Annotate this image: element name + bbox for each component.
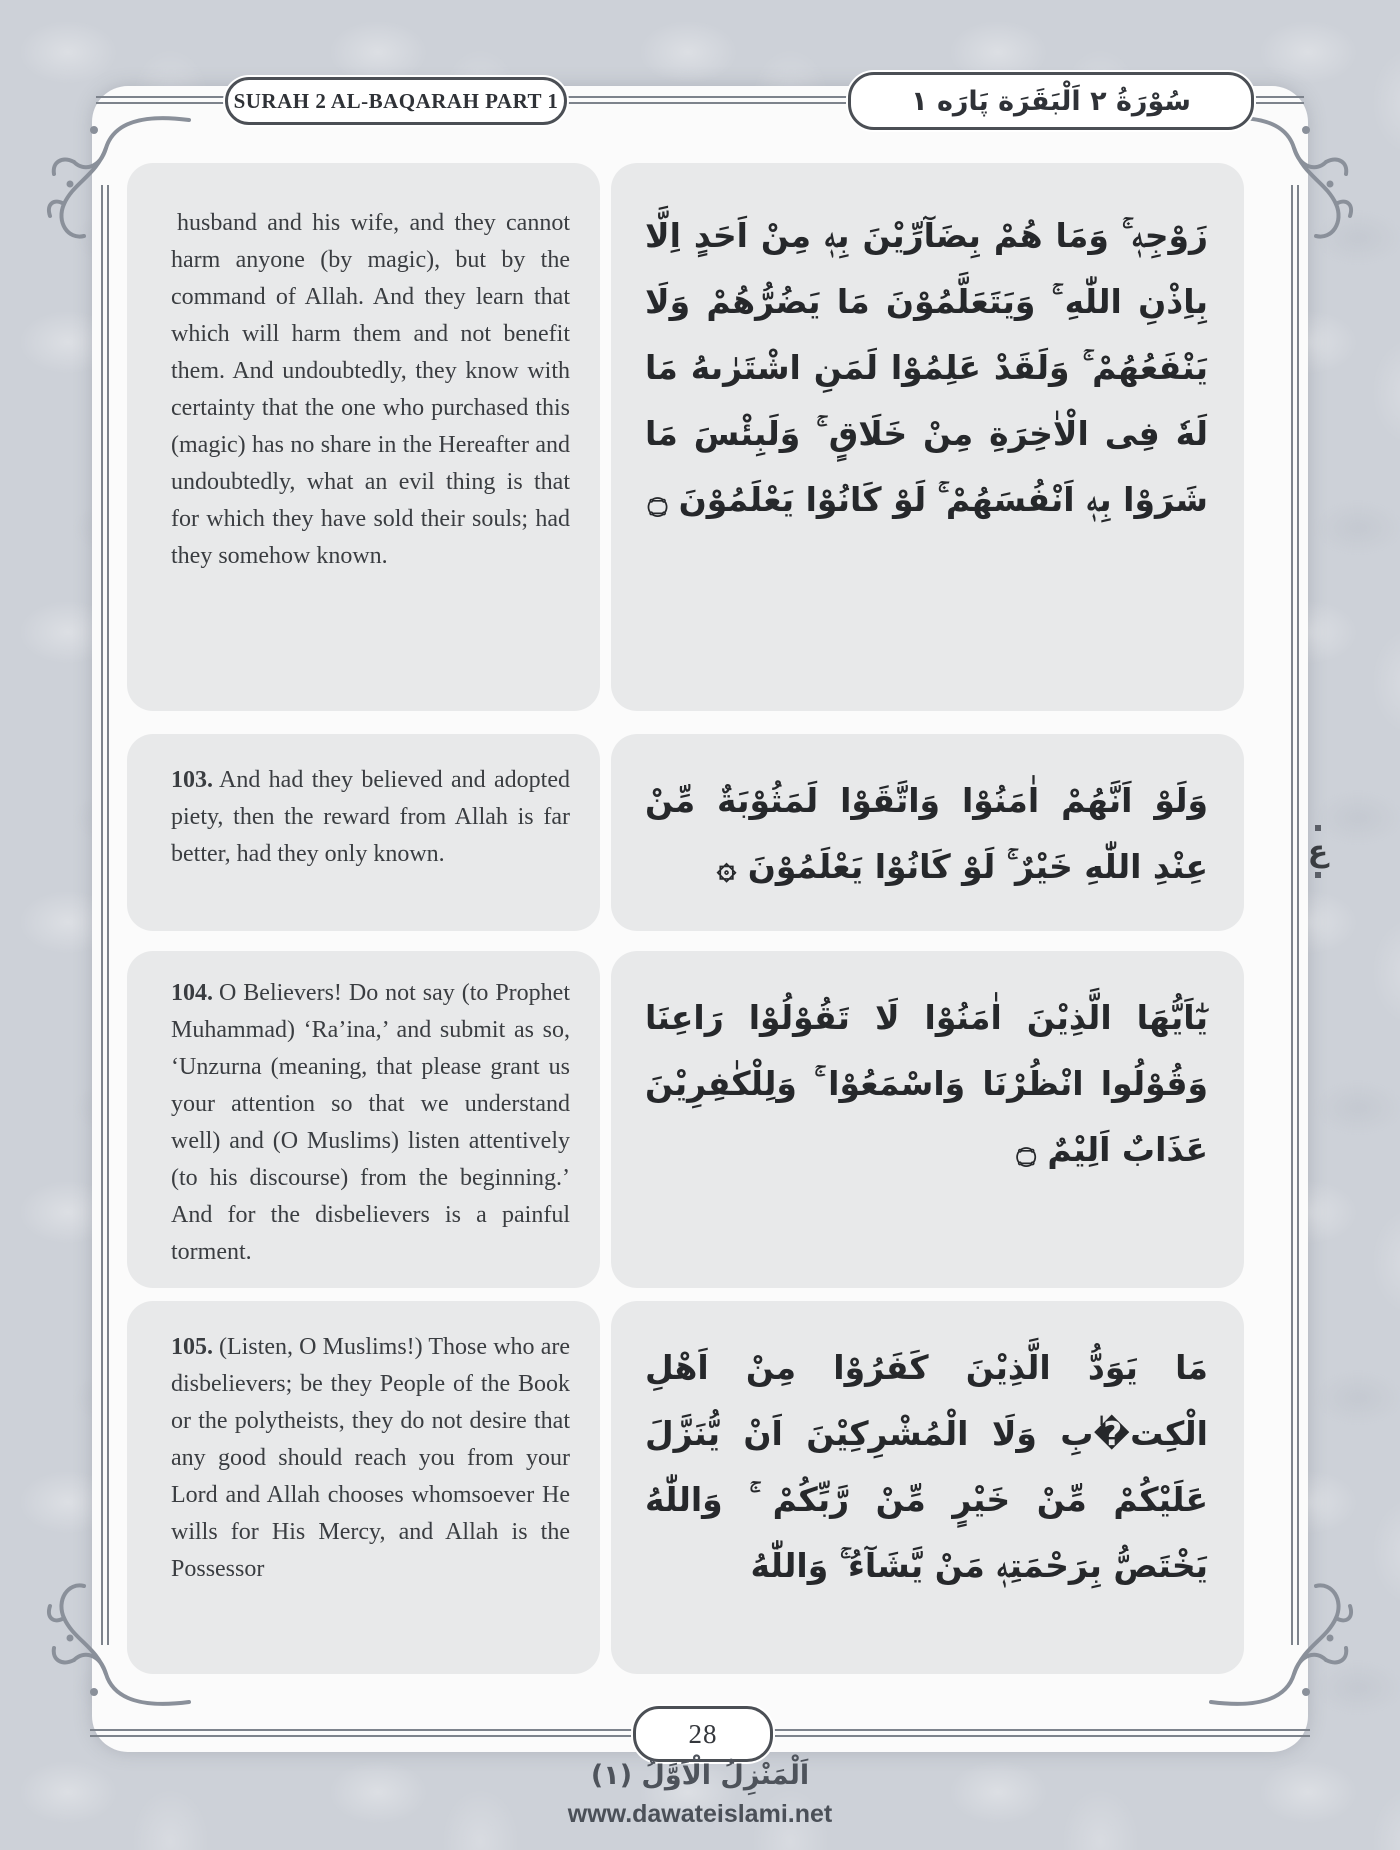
- surah-title-english: SURAH 2 AL-BAQARAH PART 1: [233, 88, 559, 113]
- frame-border-left: [101, 185, 109, 1645]
- arabic-verse-text: مَا يَوَدُّ الَّذِيْنَ كَفَرُوْا مِنْ اَهْلِ الْكِت�ٰبِ وَلَا الْمُشْرِكِيْنَ اَنْ يُّنَزَّلَ عَلَيْكُمْ مِّنْ خَيْرٍ مِّنْ رَّبِّكُمْ ۚ وَاللّٰهُ يَخْتَصُّ بِرَحْمَتِهٖ مَنْ يَّشَآءُ ۚ وَاللّٰهُ: [645, 1348, 1208, 1585]
- translation-text: husband and his wife, and they cannot harm anyone (by magic), but by the command of Allah. And they learn that which will harm them and not benefit them. And undoubtedly, they know with certainty that the one who purchased this (magic) has no share in the Hereafter and undoubtedly, what an evil thing is that for which they have sold their souls; had they somehow known.: [171, 210, 570, 569]
- english-translation-block: [127, 734, 600, 931]
- surah-title-arabic: سُوْرَةُ ٢ اَلْبَقَرَة پَارَه ١: [911, 85, 1191, 117]
- arabic-verse-block: [611, 734, 1244, 931]
- english-translation-block: [127, 1301, 600, 1674]
- translation-text: (Listen, O Muslims!) Those who are disbelievers; be they People of the Book or the polytheists, they do not desire that any good should reach you from your Lord and Allah chooses whomsoever He wills for His Mercy, and Allah is the Possessor: [171, 1334, 570, 1582]
- manzil-label: اَلْمَنْزِلُ الْاَوَّلُ (١): [590, 1760, 810, 1791]
- arabic-verse-block: [611, 1301, 1244, 1674]
- arabic-verse-block: [611, 951, 1244, 1288]
- translation-text: And had they believed and adopted piety, then the reward from Allah is far better, had they only known.: [171, 767, 570, 867]
- english-translation-block: [127, 951, 600, 1288]
- arabic-verse-text: وَلَوْ اَنَّهُمْ اٰمَنُوْا وَاتَّقَوْا لَمَثُوْبَةٌ مِّنْ عِنْدِ اللّٰهِ خَيْرٌ ۚ لَوْ كَانُوْا يَعْلَمُوْنَ ۞: [645, 781, 1208, 886]
- frame-border-right: [1291, 185, 1299, 1645]
- ruku-marker: ع: [1296, 822, 1340, 881]
- surah-title-badge-english: [225, 77, 567, 125]
- verse-number: 103.: [171, 767, 213, 793]
- arabic-verse-block: [611, 163, 1244, 711]
- english-translation-block: [127, 163, 600, 711]
- arabic-verse-text: يٰٓاَيُّهَا الَّذِيْنَ اٰمَنُوْا لَا تَقُوْلُوْا رَاعِنَا وَقُوْلُوا انْظُرْنَا وَاسْمَعُوْا ۚ وَلِلْكٰفِرِيْنَ عَذَابٌ اَلِيْمٌ ۝: [645, 998, 1208, 1169]
- verse-number: 104.: [171, 980, 213, 1006]
- verse-number: 105.: [171, 1334, 213, 1360]
- arabic-verse-text: زَوْجِهٖ ۚ وَمَا هُمْ بِضَآرِّيْنَ بِهٖ مِنْ اَحَدٍ اِلَّا بِاِذْنِ اللّٰهِ ۚ وَيَتَعَلَّمُوْنَ مَا يَضُرُّهُمْ وَلَا يَنْفَعُهُمْ ۚ وَلَقَدْ عَلِمُوْا لَمَنِ اشْتَرٰىهُ مَا لَهٗ فِى الْاٰخِرَةِ مِنْ خَلَاقٍ ۚ وَلَبِئْسَ مَا شَرَوْا بِهٖ اَنْفُسَهُمْ ۚ لَوْ كَانُوْا يَعْلَمُوْنَ ۝: [645, 216, 1208, 519]
- surah-title-badge-arabic: [848, 72, 1254, 130]
- website-text: www.dawateislami.net: [567, 1800, 833, 1828]
- page-number: 28: [688, 1718, 718, 1749]
- translation-text: O Believers! Do not say (to Prophet Muhammad) ‘Ra’ina,’ and submit as so, ‘Unzurna (meaning, that please grant us your attention so that we understand well) and (O Muslims) listen attentively (to his discourse) from the beginning.’ And for the disbelievers is a painful torment.: [171, 980, 570, 1265]
- page-number-badge: [633, 1706, 773, 1762]
